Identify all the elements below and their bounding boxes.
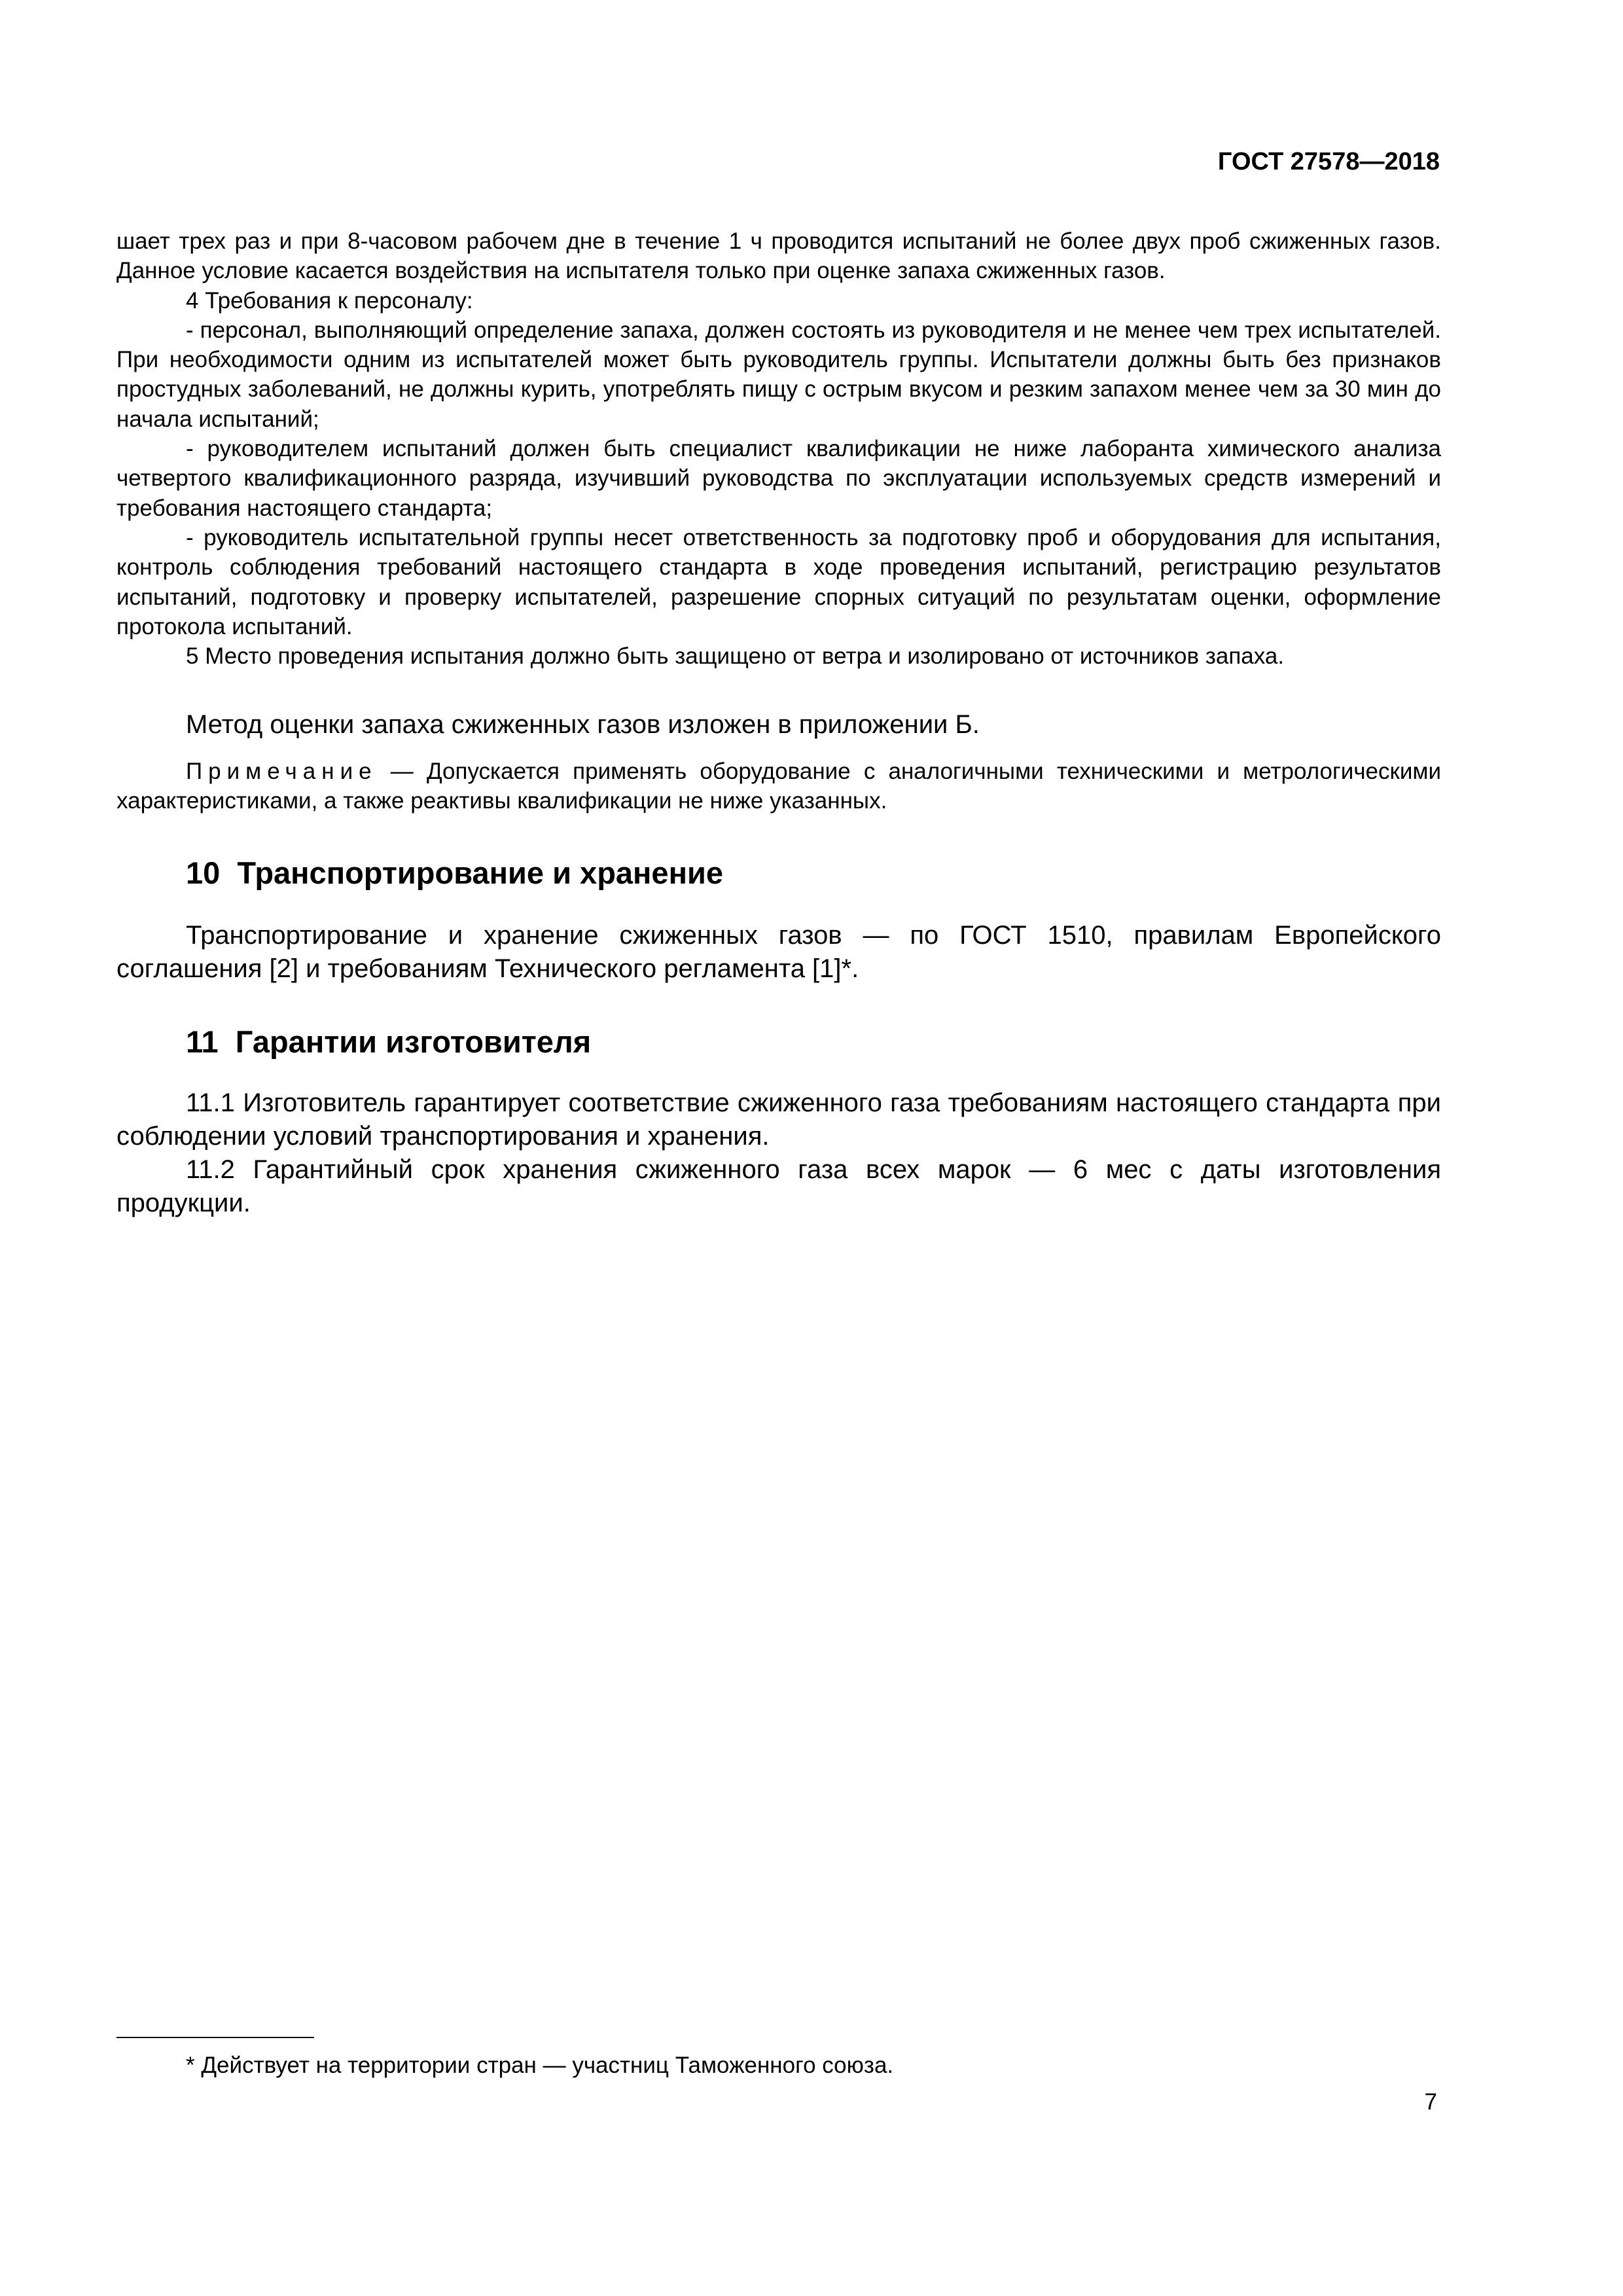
footnote: * Действует на территории стран — участниц Таможенного союза. — [186, 2053, 894, 2078]
footnote-divider — [116, 2037, 314, 2038]
paragraph-personnel-composition: - персонал, выполняющий определение запаха, должен состоять из руководителя и не менее чем трех испытателей. При необходимости одним из испытателей может быть руководитель группы. Испытатели должны быть без признаков простудных заболеваний, не должны курить, употреблять пищу с острым вкусом и резким запахом менее чем за 30 мин до начала испытаний; — [116, 317, 1441, 432]
note-block — [116, 757, 1441, 816]
paragraph-test-location: 5 Место проведения испытания должно быть защищено от ветра и изолировано от источников запаха. — [186, 643, 1285, 670]
method-block — [116, 708, 1441, 742]
method-reference: Метод оценки запаха сжиженных газов изложен в приложении Б. — [186, 710, 980, 739]
note-text: — Допускается применять оборудование с аналогичными техническими и метрологическими характеристиками, а также реактивы квалификации не ниже указанных. — [116, 759, 1441, 814]
paragraph-personnel-requirements: 4 Требования к персоналу: — [186, 287, 473, 314]
section-11-2-text: 11.2 Гарантийный срок хранения сжиженного газа всех марок — 6 мес с даты изготовления продукции. — [116, 1155, 1441, 1217]
section-10-body — [116, 919, 1441, 986]
page-number: 7 — [1424, 2089, 1437, 2115]
section-10-heading: 10 Транспортирование и хранение — [186, 855, 723, 890]
top-text-block — [116, 226, 1441, 671]
section-10-text: Транспортирование и хранение сжиженных газов — по ГОСТ 1510, правилам Европейского соглашения [2] и требованиям Технического регламента [1]*. — [116, 921, 1441, 983]
section-11-1-text: 11.1 Изготовитель гарантирует соответствие сжиженного газа требованиям настоящего стандарта при соблюдении условий транспортирования и хранения. — [116, 1088, 1441, 1151]
note-label: Примечание — [186, 759, 378, 784]
paragraph-test-leader: - руководителем испытаний должен быть специалист квалификации не ниже лаборанта химического анализа четвертого квалификационного разряда, изучивший руководства по эксплуатации используемых средств измерений и требования настоящего стандарта; — [116, 436, 1441, 521]
section-11-heading: 11 Гарантии изготовителя — [186, 1024, 592, 1059]
paragraph-continuation: шает трех раз и при 8-часовом рабочем дне в течение 1 ч проводится испытаний не более двух проб сжиженных газов. Данное условие касается воздействия на испытателя только при оценке запаха сжиженных газов. — [116, 228, 1441, 284]
section-11-body — [116, 1086, 1441, 1220]
paragraph-group-leader-duties: - руководитель испытательной группы несет ответственность за подготовку проб и оборудования для испытания, контроль соблюдения требований настоящего стандарта в ходе проведения испытаний, регистрацию результатов испытаний, подготовку и проверку испытателей, разрешение спорных ситуаций по результатам оценки, оформление протокола испытаний. — [116, 524, 1441, 639]
note-paragraph — [116, 757, 1441, 816]
document-code: ГОСТ 27578—2018 — [1217, 148, 1440, 175]
